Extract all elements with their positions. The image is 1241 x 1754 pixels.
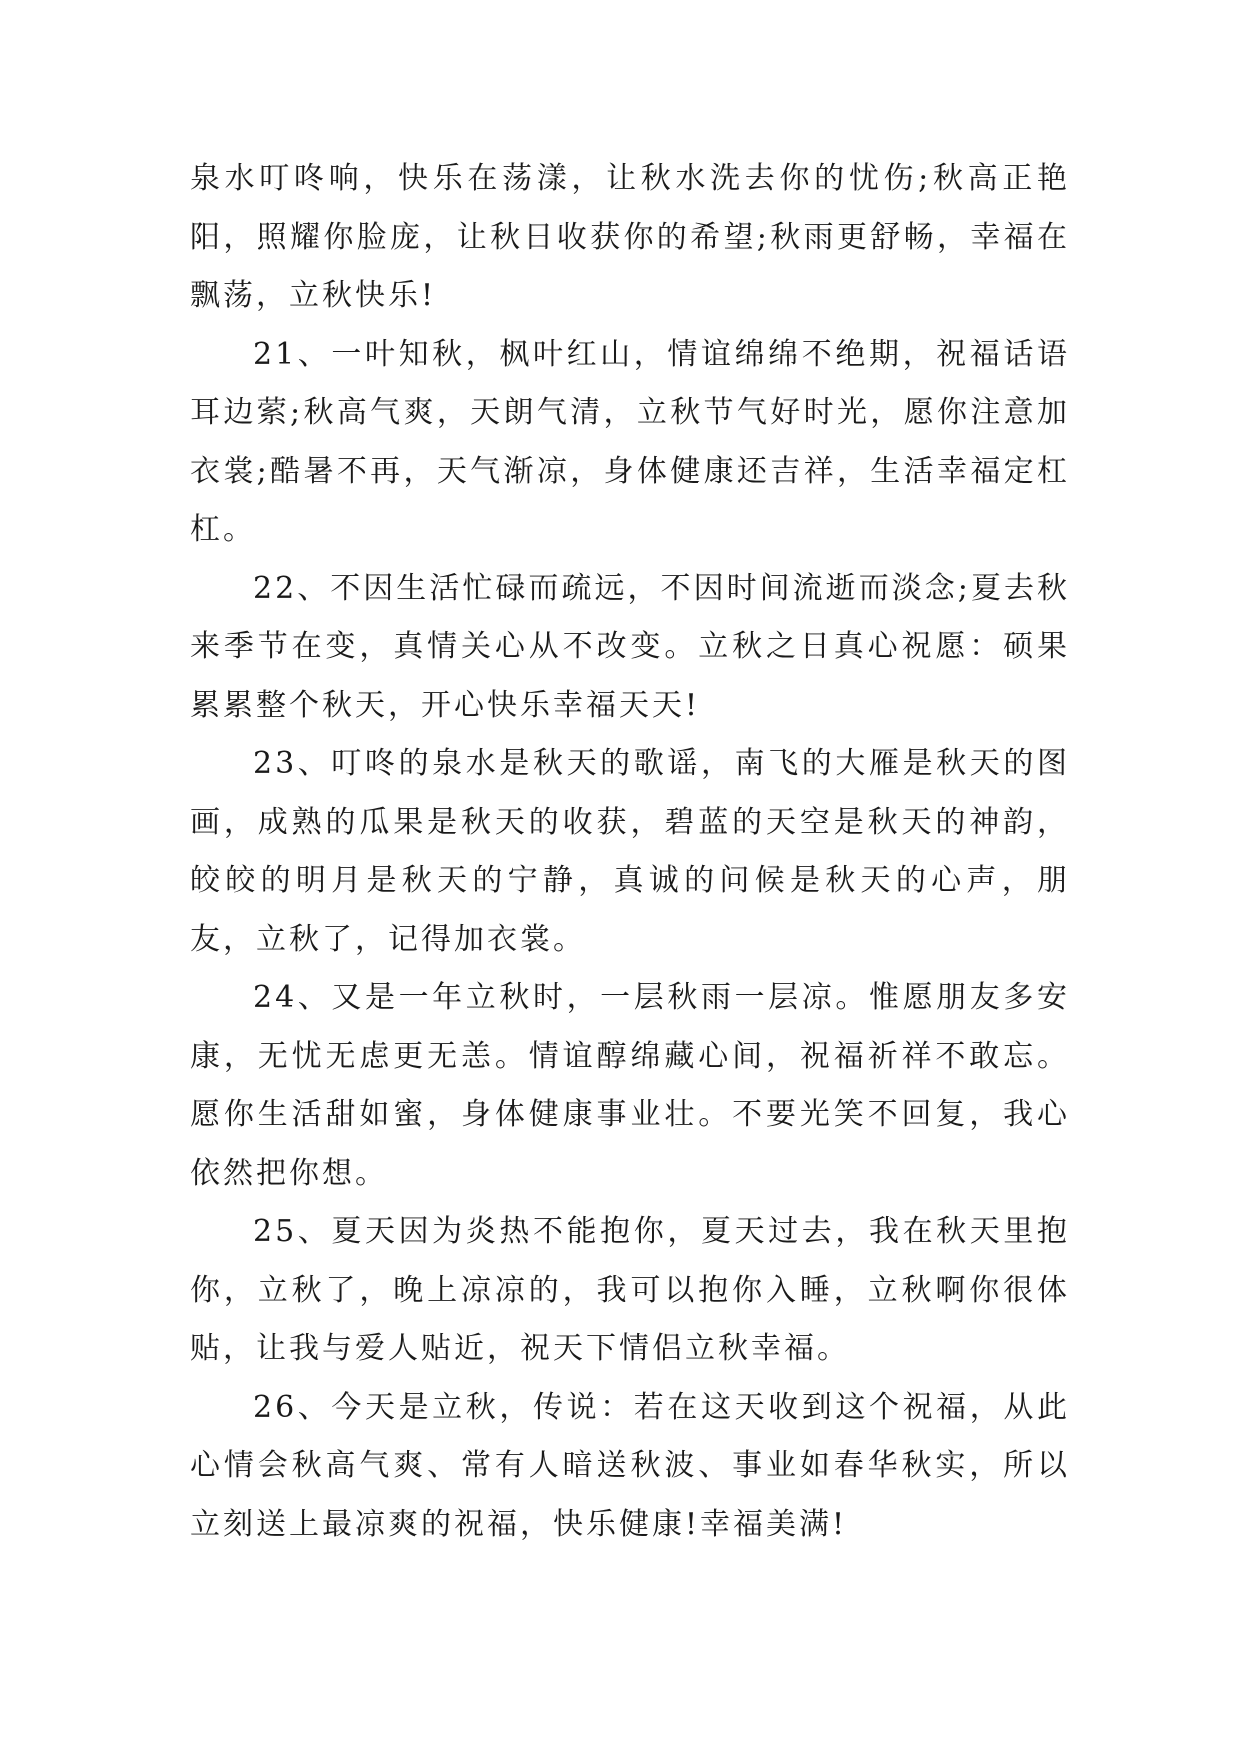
- document-body: [190, 150, 1070, 1554]
- paragraph-22: 22、不因生活忙碌而疏远，不因时间流逝而淡念;夏去秋来季节在变，真情关心从不改变。立秋之日真心祝愿：硕果累累整个秋天，开心快乐幸福天天!: [190, 570, 1070, 723]
- paragraph-intro: 泉水叮咚响，快乐在荡漾，让秋水洗去你的忧伤;秋高正艳阳，照耀你脸庞，让秋日收获你的希望;秋雨更舒畅，幸福在飘荡，立秋快乐!: [190, 161, 1070, 313]
- paragraph-26: 26、今天是立秋，传说：若在这天收到这个祝福，从此心情会秋高气爽、常有人暗送秋波、事业如春华秋实，所以立刻送上最凉爽的祝福，快乐健康!幸福美满!: [190, 1389, 1070, 1542]
- paragraph-24: 24、又是一年立秋时，一层秋雨一层凉。惟愿朋友多安康，无忧无虑更无恙。情谊醇绵藏心间，祝福祈祥不敢忘。愿你生活甜如蜜，身体健康事业壮。不要光笑不回复，我心依然把你想。: [190, 980, 1070, 1191]
- paragraph-23: 23、叮咚的泉水是秋天的歌谣，南飞的大雁是秋天的图画，成熟的瓜果是秋天的收获，碧蓝的天空是秋天的神韵，皎皎的明月是秋天的宁静，真诚的问候是秋天的心声，朋友，立秋了，记得加衣裳。: [190, 746, 1070, 957]
- paragraph-21: 21、一叶知秋，枫叶红山，情谊绵绵不绝期，祝福话语耳边萦;秋高气爽，天朗气清，立秋节气好时光，愿你注意加衣裳;酷暑不再，天气渐凉，身体健康还吉祥，生活幸福定杠杠。: [190, 336, 1070, 547]
- paragraph-25: 25、夏天因为炎热不能抱你，夏天过去，我在秋天里抱你，立秋了，晚上凉凉的，我可以抱你入睡，立秋啊你很体贴，让我与爱人贴近，祝天下情侣立秋幸福。: [190, 1214, 1070, 1366]
